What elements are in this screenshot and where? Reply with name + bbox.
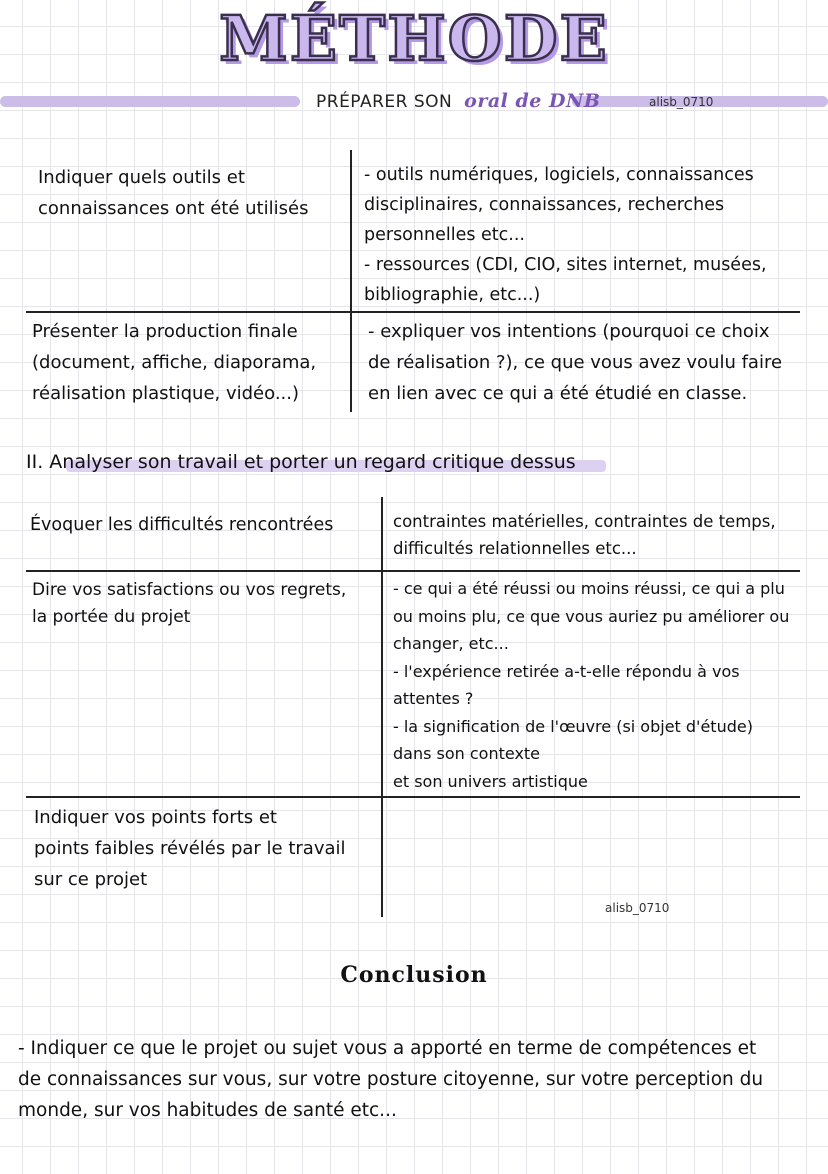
table2-column-divider bbox=[381, 497, 383, 917]
section-title: II. Analyser son travail et porter un regard critique dessus bbox=[26, 451, 576, 473]
page-title: MÉTHODE bbox=[219, 2, 609, 75]
table2-row1-label: Évoquer les difficultés rencontrées bbox=[30, 515, 334, 535]
table1-row2-detail: - expliquer vos intentions (pourquoi ce choix de réalisation ?), ce que vous avez voulu faire en lien avec ce qui a été étudié en classe. bbox=[368, 321, 783, 404]
table1-row1-detail: - outils numériques, logiciels, connaissances disciplinaires, connaissances, recherches personnelles etc... - ressources (CDI, CIO, sites internet, musées, bibliographie, etc...) bbox=[364, 165, 767, 305]
table2-row2-label: Dire vos satisfactions ou vos regrets, la portée du projet bbox=[32, 580, 347, 627]
table1-row1-label: Indiquer quels outils et connaissances ont été utilisés bbox=[38, 167, 309, 219]
table2-row-divider-2 bbox=[26, 796, 800, 798]
table2-row1-detail: contraintes matérielles, contraintes de temps, difficultés relationnelles etc... bbox=[393, 512, 776, 558]
table2-row3-label: Indiquer vos points forts et points faibles révélés par le travail sur ce projet bbox=[34, 807, 346, 890]
subtitle-prefix: PRÉPARER SON bbox=[316, 92, 453, 112]
header-bar-left bbox=[0, 96, 300, 107]
conclusion-text: - Indiquer ce que le projet ou sujet vous a apporté en terme de compétences et de connaissances sur vous, sur votre posture citoyenne, sur votre perception du monde, sur vos habitudes de santé etc... bbox=[18, 1038, 764, 1121]
table2-row2-detail: - ce qui a été réussi ou moins réussi, ce qui a plu ou moins plu, ce que vous auriez pu améliorer ou changer, etc... - l'expérience retirée a-t-elle répondu à vos attentes ? - la signification de l'œuvre (si objet d'étude) dans son contexte et son univers artistique bbox=[393, 579, 790, 791]
table2-row-divider-1 bbox=[26, 570, 800, 572]
table1-row2-label: Présenter la production finale (document, affiche, diaporama, réalisation plastique, vidéo...) bbox=[32, 321, 317, 404]
author-handle: alisb_0710 bbox=[649, 95, 714, 109]
author-handle-footer: alisb_0710 bbox=[605, 901, 670, 915]
conclusion-title: Conclusion bbox=[340, 962, 488, 988]
subtitle-accent: oral de DNB bbox=[464, 90, 601, 112]
page-subtitle bbox=[316, 90, 600, 112]
table1-row-divider bbox=[26, 311, 800, 313]
table1-column-divider bbox=[350, 150, 352, 412]
